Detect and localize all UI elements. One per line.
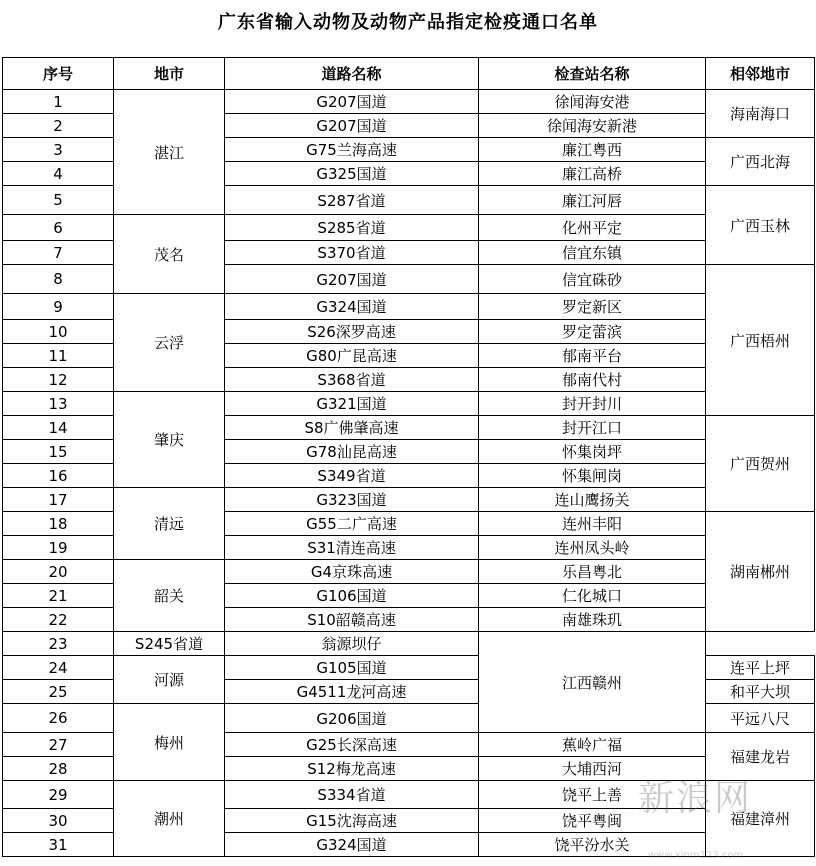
header-city: 地市: [114, 58, 225, 90]
road-cell: S368省道: [225, 368, 479, 392]
road-cell: G106国道: [225, 584, 479, 608]
road-cell: G207国道: [225, 90, 479, 114]
row-number: 2: [3, 114, 114, 138]
row-number: 30: [3, 809, 114, 833]
row-number: 12: [3, 368, 114, 392]
station-cell: 郁南代村: [479, 368, 706, 392]
road-cell: S26深罗高速: [225, 320, 479, 344]
row-number: 14: [3, 416, 114, 440]
row-number: 27: [3, 733, 114, 757]
station-cell: 怀集闸岗: [479, 464, 706, 488]
road-cell: S12梅龙高速: [225, 757, 479, 781]
station-cell: 罗定新区: [479, 294, 706, 320]
row-number: 10: [3, 320, 114, 344]
station-cell: 饶平粤闽: [479, 809, 706, 833]
station-cell: 化州平定: [479, 215, 706, 241]
table-row: [3, 215, 815, 241]
city-cell: 梅州: [114, 704, 225, 781]
station-cell: 徐闻海安港: [479, 90, 706, 114]
station-cell: 廉江高桥: [479, 162, 706, 186]
row-number: 16: [3, 464, 114, 488]
row-number: 25: [3, 680, 114, 704]
header-station: 检查站名称: [479, 58, 706, 90]
road-cell: S370省道: [225, 241, 479, 265]
row-number: 23: [3, 632, 114, 656]
row-number: 15: [3, 440, 114, 464]
table-row: [3, 90, 815, 114]
neighbor-cell: 广西北海: [706, 138, 815, 186]
city-cell: 潮州: [114, 781, 225, 857]
header-no: 序号: [3, 58, 114, 90]
table-row: [3, 560, 815, 584]
road-cell: S334省道: [225, 781, 479, 809]
table-row: [3, 488, 815, 512]
station-cell: 平远八尺: [706, 704, 815, 733]
neighbor-cell: 江西赣州: [479, 632, 706, 733]
neighbor-cell: 福建龙岩: [706, 733, 815, 781]
city-cell: 云浮: [114, 294, 225, 392]
road-cell: S10韶赣高速: [225, 608, 479, 632]
row-number: 19: [3, 536, 114, 560]
road-cell: G207国道: [225, 265, 479, 294]
row-number: 17: [3, 488, 114, 512]
table-row: [3, 781, 815, 809]
city-cell: 韶关: [114, 560, 225, 632]
checkpoint-table: [2, 57, 815, 857]
table-row: [3, 392, 815, 416]
row-number: 29: [3, 781, 114, 809]
station-cell: 徐闻海安新港: [479, 114, 706, 138]
road-cell: G105国道: [225, 656, 479, 680]
row-number: 11: [3, 344, 114, 368]
road-cell: S245省道: [114, 632, 225, 656]
neighbor-cell: 广西玉林: [706, 186, 815, 265]
road-cell: S31清连高速: [225, 536, 479, 560]
station-cell: 南雄珠玑: [479, 608, 706, 632]
road-cell: G78汕昆高速: [225, 440, 479, 464]
city-cell: 茂名: [114, 215, 225, 294]
row-number: 5: [3, 186, 114, 215]
row-number: 13: [3, 392, 114, 416]
station-cell: 连平上坪: [706, 656, 815, 680]
station-cell: 乐昌粤北: [479, 560, 706, 584]
header-row: [3, 58, 815, 90]
city-cell: 河源: [114, 656, 225, 704]
station-cell: 连州丰阳: [479, 512, 706, 536]
row-number: 3: [3, 138, 114, 162]
road-cell: G323国道: [225, 488, 479, 512]
table-row: [3, 632, 815, 656]
watermark-logo: 新浪网: [638, 778, 753, 819]
row-number: 20: [3, 560, 114, 584]
station-cell: 信宜东镇: [479, 241, 706, 265]
road-cell: G206国道: [225, 704, 479, 733]
row-number: 18: [3, 512, 114, 536]
road-cell: G4京珠高速: [225, 560, 479, 584]
station-cell: 怀集岗坪: [479, 440, 706, 464]
road-cell: S8广佛肇高速: [225, 416, 479, 440]
road-cell: G4511龙河高速: [225, 680, 479, 704]
neighbor-cell: 海南海口: [706, 90, 815, 138]
neighbor-cell: 广西梧州: [706, 265, 815, 416]
row-number: 6: [3, 215, 114, 241]
page-title: 广东省输入动物及动物产品指定检疫通口名单: [218, 12, 598, 33]
road-cell: G15沈海高速: [225, 809, 479, 833]
road-cell: G80广昆高速: [225, 344, 479, 368]
row-number: 22: [3, 608, 114, 632]
city-cell: 肇庆: [114, 392, 225, 488]
neighbor-cell: 湖南郴州: [706, 512, 815, 632]
road-cell: G325国道: [225, 162, 479, 186]
road-cell: S287省道: [225, 186, 479, 215]
station-cell: 罗定蕾滨: [479, 320, 706, 344]
city-cell: 清远: [114, 488, 225, 560]
header-road: 道路名称: [225, 58, 479, 90]
neighbor-cell: 广西贺州: [706, 416, 815, 512]
road-cell: G75兰海高速: [225, 138, 479, 162]
road-cell: G324国道: [225, 294, 479, 320]
city-cell: 湛江: [114, 90, 225, 215]
neighbor-cell: 福建漳州: [706, 781, 815, 857]
station-cell: 仁化城口: [479, 584, 706, 608]
station-cell: 饶平上善: [479, 781, 706, 809]
road-cell: G207国道: [225, 114, 479, 138]
road-cell: G321国道: [225, 392, 479, 416]
station-cell: 封开封川: [479, 392, 706, 416]
row-number: 31: [3, 833, 114, 857]
row-number: 4: [3, 162, 114, 186]
road-cell: S349省道: [225, 464, 479, 488]
station-cell: 和平大坝: [706, 680, 815, 704]
row-number: 8: [3, 265, 114, 294]
station-cell: 郁南平台: [479, 344, 706, 368]
road-cell: S285省道: [225, 215, 479, 241]
row-number: 26: [3, 704, 114, 733]
station-cell: 连山鹰扬关: [479, 488, 706, 512]
station-cell: 蕉岭广福: [479, 733, 706, 757]
station-cell: 廉江粤西: [479, 138, 706, 162]
road-cell: G25长深高速: [225, 733, 479, 757]
table-row: [3, 294, 815, 320]
row-number: 7: [3, 241, 114, 265]
row-number: 24: [3, 656, 114, 680]
row-number: 28: [3, 757, 114, 781]
road-cell: G55二广高速: [225, 512, 479, 536]
header-neighbor: 相邻地市: [706, 58, 815, 90]
row-number: 1: [3, 90, 114, 114]
station-cell: 翁源坝仔: [225, 632, 479, 656]
row-number: 9: [3, 294, 114, 320]
station-cell: 连州凤头岭: [479, 536, 706, 560]
station-cell: 廉江河唇: [479, 186, 706, 215]
road-cell: G324国道: [225, 833, 479, 857]
row-number: 21: [3, 584, 114, 608]
table-body: [3, 90, 815, 857]
watermark-url: www.xinm123.com: [648, 850, 744, 861]
station-cell: 饶平汾水关: [479, 833, 706, 857]
station-cell: 大埔西河: [479, 757, 706, 781]
station-cell: 信宜硃砂: [479, 265, 706, 294]
station-cell: 封开江口: [479, 416, 706, 440]
